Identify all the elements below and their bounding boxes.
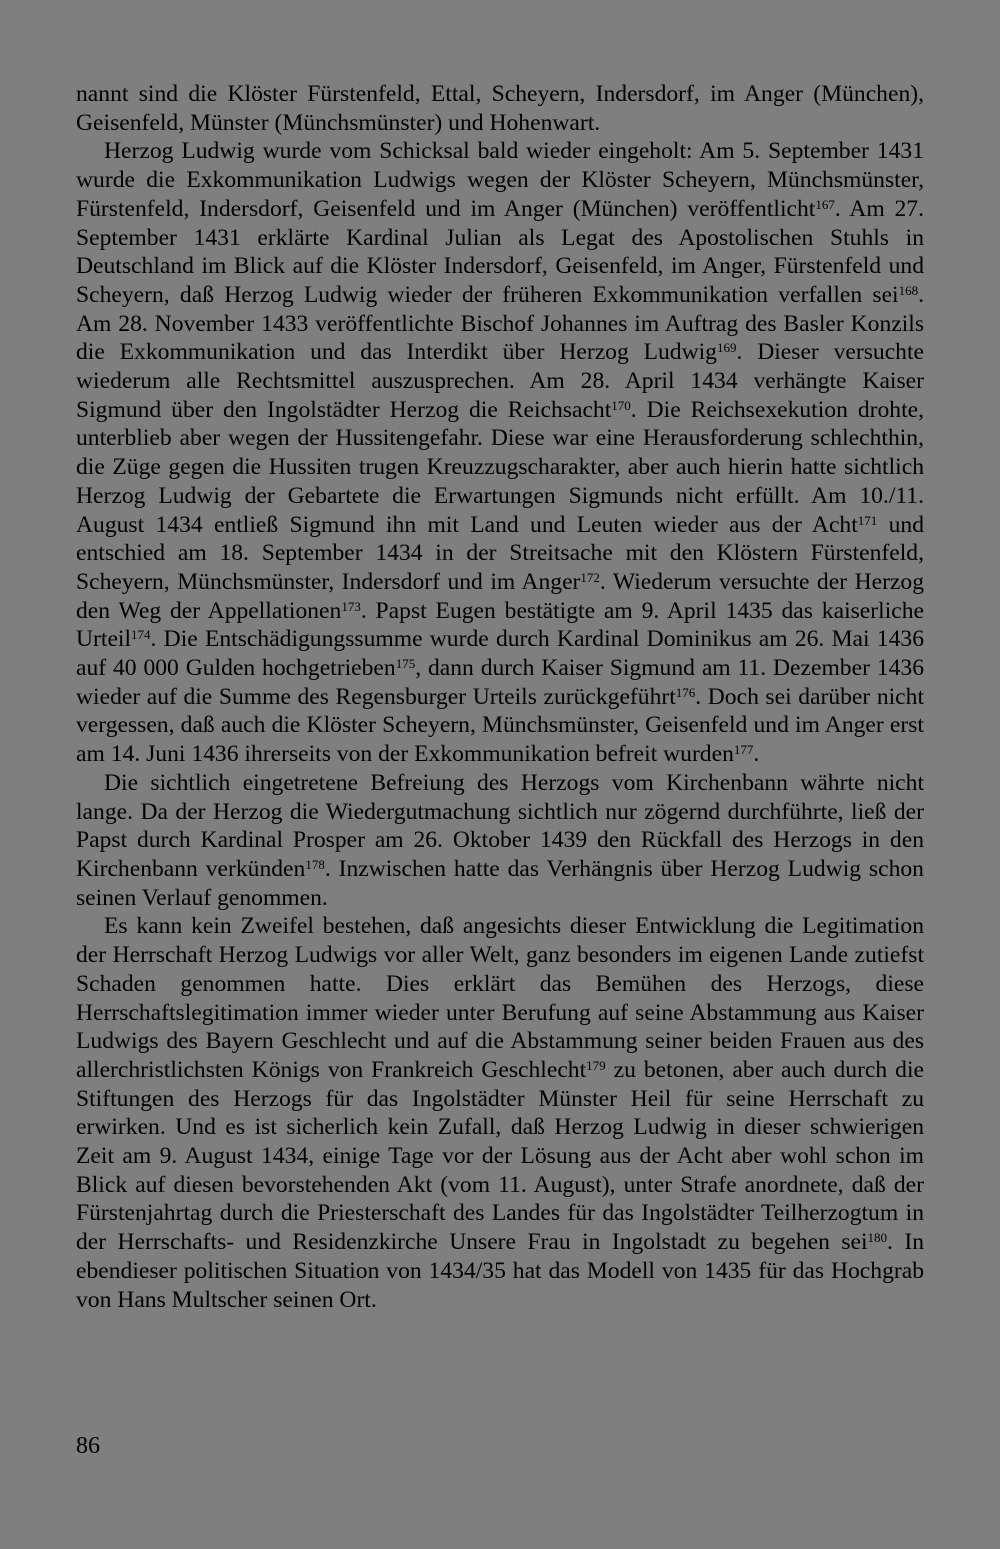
text-run: . Wiederum versuchte der Herzog den Weg der Appellationen xyxy=(76,568,924,624)
footnote-reference: 173 xyxy=(341,598,361,614)
paragraph xyxy=(76,769,924,913)
footnote-reference: 177 xyxy=(733,742,754,758)
text-run: . Doch sei darüber nicht vergessen, daß auch die Klöster Scheyern, Münchsmünster, Geisenfeld und im Anger erst am 14. Juni 1436 ihrerseits von der Exkommunikation befreit wurden xyxy=(76,683,924,768)
text-run: . Dieser versuchte wiederum alle Rechtsmittel auszusprechen. Am 28. April 1434 verhängte Kaiser Sigmund über den Ingolstädter Herzog die Reichsacht xyxy=(76,339,924,423)
footnote-reference: 172 xyxy=(580,569,600,585)
paragraph xyxy=(76,912,924,1314)
footnote-reference: 171 xyxy=(857,512,878,528)
footnote-reference: 180 xyxy=(867,1229,888,1245)
footnote-reference: 170 xyxy=(611,397,631,413)
paragraph xyxy=(76,80,924,137)
text-run: und entschied am 18. September 1434 in der Streitsache mit den Klöstern Fürstenfeld, Scheyern, Münchsmünster, Indersdorf und im Anger xyxy=(76,511,924,595)
footnote-reference: 167 xyxy=(815,196,835,212)
page-number: 86 xyxy=(76,1433,100,1459)
text-run: . In ebendieser politischen Situation von 1434/35 hat das Modell von 1435 für das Hochgrab von Hans Multscher seinen Ort. xyxy=(76,1229,924,1313)
footnote-reference: 179 xyxy=(586,1057,606,1073)
text-run: Herzog Ludwig wurde vom Schicksal bald wieder eingeholt: Am 5. September 1431 wurde die Exkommunikation Ludwigs wegen der Klöster Scheyern, Münchsmünster, Fürstenfeld, Indersdorf, Geisenfeld und im Anger (München) veröffentlicht xyxy=(76,138,924,222)
text-run: . Die Entschädigungssumme wurde durch Kardinal Dominikus am 26. Mai 1436 auf 40 000 Gulden hochgetrieben xyxy=(76,626,924,682)
footnote-reference: 178 xyxy=(305,856,325,872)
text-run: , dann durch Kaiser Sigmund am 11. Dezember 1436 wieder auf die Summe des Regensburger Urteils zurückgeführt xyxy=(76,655,924,710)
page-body-text xyxy=(76,80,924,1314)
text-run: . Papst Eugen bestätigte am 9. April 1435 das kaiserliche Urteil xyxy=(76,597,924,653)
text-run: . Am 27. September 1431 erklärte Kardinal Julian als Legat des Apostolischen Stuhls in Deutschland im Blick auf die Klöster Indersdorf, Geisenfeld, im Anger, Fürstenfeld und Scheyern, daß Herzog Ludwig wieder der früheren Exkommunikation verfallen sei xyxy=(76,195,924,308)
paragraph xyxy=(76,137,924,768)
text-run: nannt sind die Klöster Fürstenfeld, Ettal, Scheyern, Indersdorf, im Anger (München), Geisenfeld, Münster (Münchsmünster) und Hohenwart. xyxy=(76,81,924,136)
text-run: Die sichtlich eingetretene Befreiung des Herzogs vom Kirchenbann währte nicht lange. Da der Herzog die Wiedergutmachung sichtlich nur zögernd durchführte, ließ der Papst durch Kardinal Prosper am 26. Oktober 1439 den Rückfall des Herzogs in den Kirchenbann verkünden xyxy=(76,769,924,882)
footnote-reference: 169 xyxy=(716,340,737,356)
footnote-reference: 176 xyxy=(675,684,696,700)
text-run: . Am 28. November 1433 veröffentlichte Bischof Johannes im Auftrag des Basler Konzils die Exkommunikation und das Interdikt über Herzog Ludwig xyxy=(76,281,924,366)
text-run: . Die Reichsexekution drohte, unterblieb aber wegen der Hussitengefahr. Diese war eine Herausforderung schlechthin, die Züge gegen die Hussiten trugen Kreuzzugscharakter, aber auch hierin hatte sichtlich Herzog Ludwig der Gebartete die Erwartungen Sigmunds nicht erfüllt. Am 10./11. August 1434 entließ Sigmund ihn mit Land und Leuten wieder aus der Acht xyxy=(76,396,924,538)
text-run: . Inzwischen hatte das Verhängnis über Herzog Ludwig schon seinen Verlauf genommen. xyxy=(76,855,924,911)
text-run: zu betonen, aber auch durch die Stiftungen des Herzogs für das Ingolstädter Münster Heil für seine Herrschaft zu erwirken. Und es ist sicherlich kein Zufall, daß Herzog Ludwig in dieser schwierigen Zeit am 9. August 1434, einige Tage vor der Lösung aus der Acht aber wohl schon im Blick auf diesen bevorstehenden Akt (vom 11. August), unter Strafe anordnete, daß der Fürstenjahrtag durch die Priesterschaft des Landes für das Ingolstädter Teilherzogtum in der Herrschafts- und Residenzkirche Unsere Frau in Ingolstadt zu begehen sei xyxy=(76,1056,924,1256)
text-run: . xyxy=(753,741,760,768)
footnote-reference: 168 xyxy=(898,282,919,298)
footnote-reference: 174 xyxy=(131,627,151,643)
text-run: Es kann kein Zweifel bestehen, daß angesichts dieser Entwicklung die Legitimation der Herrschaft Herzog Ludwigs vor aller Welt, ganz besonders im eigenen Lande zutiefst Schaden genommen hatte. Dies erklärt das Bemühen des Herzogs, diese Herrschaftslegitimation immer wieder unter Berufung auf seine Abstammung aus Kaiser Ludwigs des Bayern Geschlecht und auf die Abstammung seiner beiden Frauen aus des allerchristlichsten Königs von Frankreich Geschlecht xyxy=(76,913,924,1083)
footnote-reference: 175 xyxy=(395,655,416,671)
